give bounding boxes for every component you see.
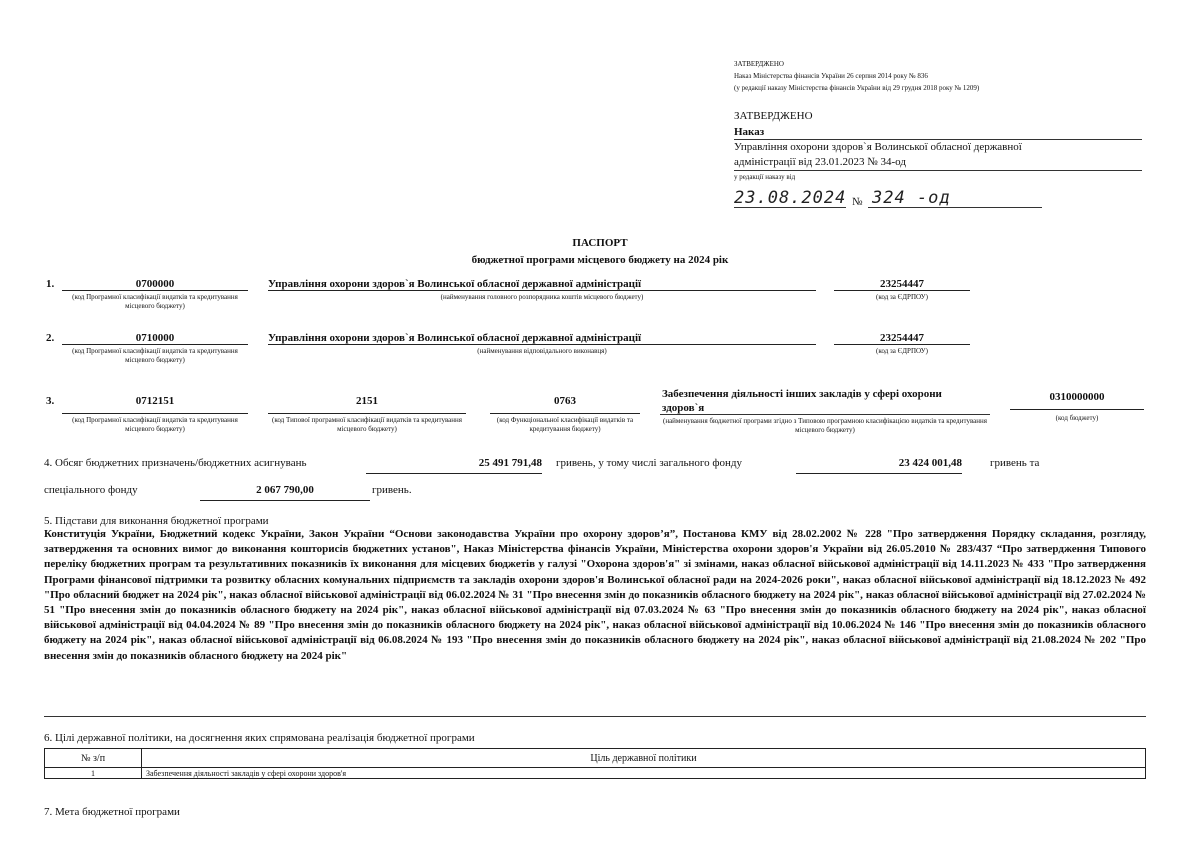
- section6-label: 6. Цілі державної політики, на досягнення яких спрямована реалізація бюджетної програми: [44, 732, 475, 744]
- row3-typical-caption: (код Типової програмної класифікації видатків та кредитування місцевого бюджету): [272, 416, 462, 433]
- row1-num: 1.: [46, 278, 55, 290]
- general-fund-amount: 23 424 001,48: [796, 457, 962, 474]
- table-header-row: [45, 749, 1146, 768]
- row3-code-caption: (код Програмної класифікації видатків та кредитування місцевого бюджету): [72, 416, 238, 433]
- approval-small-title: ЗАТВЕРДЖЕНО: [734, 60, 784, 68]
- row3-budget-code: 0310000000: [1010, 391, 1144, 410]
- row1-name: Управління охорони здоров`я Волинської обласної державної адміністрації: [268, 278, 816, 291]
- section5-label: 5. Підстави для виконання бюджетної програми: [44, 515, 269, 527]
- row1-edrpou: 23254447: [834, 278, 970, 291]
- approval-main-line1: Управління охорони здоров`я Волинської обласної державної: [734, 141, 1022, 153]
- row1-code: 0700000: [62, 278, 248, 291]
- page-subtitle: бюджетної програми місцевого бюджету на 2024 рік: [471, 254, 729, 266]
- row1-edrpou-caption: (код за ЄДРПОУ): [876, 293, 928, 301]
- row2-code: 0710000: [62, 332, 248, 345]
- total-amount: 25 491 791,48: [366, 457, 542, 474]
- row3-name-line1: Забезпечення діяльності інших закладів у сфері охорони: [662, 388, 942, 400]
- approval-small-line2: (у редакції наказу Міністерства фінансів України від 29 грудня 2018 року № 1209): [734, 84, 980, 92]
- col-goal-header: Ціль державної політики: [142, 749, 1146, 768]
- table-row: [45, 768, 1146, 779]
- row3-num: 3.: [46, 395, 55, 407]
- section4-text-end: гривень та: [990, 457, 1040, 469]
- row3-typical-code: 2151: [268, 395, 466, 414]
- approval-order-label: Наказ: [734, 126, 765, 138]
- basis-text: Конституція України, Бюджетний кодекс України, Закон України “Основи законодавства України про охорону здоров’я”, Постанова КМУ від 28.02.2002 № 228 "Про затвердження Порядку складання, розгляду, затвердження та основних вимог до виконання кошторисів бюджетних установ", Наказ Міністерства фінансів України, Міністерства охорони здоров'я України від 26.05.2010 № 283/437 “Про затвердження Типового переліку бюджетних програм та результативних показників їх виконання для місцевих бюджетів у галузі "Охорона здоров'я" зі змінами, наказ обласної військової адміністрації від 14.11.2023 № 433 "Про затвердження Програми фінансової підтримки та розвитку обласних комунальних підприємств та закладів охорони здоров'я Волинської обласної ради на 2024-2026 роки", наказ обласної військової адміністрації від 18.12.2023 № 492 "Про обласний бюджет на 2024 рік", наказ обласної військової адміністрації від 06.02.2024 № 31 "Про внесення змін до показників обласного бюджету на 2024 рік", наказ обласної військової адміністрації від 27.02.2024 № 51 "Про внесення змін до показників обласного бюджету на 2024 рік", наказ обласної військової адміністрації від 07.03.2024 № 63 "Про внесення змін до показників обласного бюджету на 2024 рік", наказ обласної військової адміністрації від 04.04.2024 № 89 "Про внесення змін до показників обласного бюджету на 2024 рік", наказ обласної військової адміністрації від 10.06.2024 № 146 "Про внесення змін до показників обласного бюджету на 2024 рік", наказ обласної військової адміністрації від 06.08.2024 № 193 "Про внесення змін до показників обласного бюджету на 2024 рік", наказ обласної військової адміністрації від 21.08.2024 № 202 "Про внесення змін до показників обласного бюджету на 2024 рік": [44, 528, 1146, 662]
- special-fund-amount: 2 067 790,00: [200, 484, 370, 501]
- policy-goals-table: [44, 748, 1146, 779]
- col-num-header: № з/п: [45, 749, 142, 768]
- row2-edrpou-caption: (код за ЄДРПОУ): [876, 347, 928, 355]
- row3-budget-caption: (код бюджету): [1055, 414, 1099, 422]
- row2-num: 2.: [46, 332, 55, 344]
- section4-text-mid: гривень, у тому числі загального фонду: [556, 457, 743, 469]
- row-goal-cell: Забезпечення діяльності закладів у сфері охорони здоров'я: [142, 768, 1146, 779]
- row3-name-line2: здоров`я: [662, 402, 705, 414]
- row2-code-caption: (код Програмної класифікації видатків та кредитування місцевого бюджету): [72, 347, 238, 364]
- handwritten-date: 23.08.2024: [734, 188, 847, 208]
- row3-name-caption: (найменування бюджетної програми згідно з Типовою програмною класифікацією видатків та кредитування місцевого бюджету): [663, 417, 987, 434]
- handwritten-number: 324 -од: [872, 188, 951, 208]
- edition-note: у редакції наказу від: [734, 173, 796, 181]
- row3-code: 0712151: [62, 395, 248, 414]
- section7-label: 7. Мета бюджетної програми: [44, 806, 180, 818]
- row3-func-code: 0763: [490, 395, 640, 414]
- row1-name-caption: (найменування головного розпорядника коштів місцевого бюджету): [440, 293, 644, 301]
- special-fund-label: спеціального фонду: [44, 484, 138, 496]
- number-sign: №: [852, 196, 863, 208]
- section4-label: 4. Обсяг бюджетних призначень/бюджетних асигнувань: [44, 457, 307, 469]
- row1-code-caption: (код Програмної класифікації видатків та кредитування місцевого бюджету): [72, 293, 238, 310]
- row3-func-caption: (код Функціональної класифікації видатків та кредитування бюджету): [496, 416, 634, 433]
- approval-main-line2: адміністрації від 23.01.2023 № 34-од: [734, 156, 906, 168]
- page-title: ПАСПОРТ: [572, 237, 628, 249]
- row2-edrpou: 23254447: [834, 332, 970, 345]
- row2-name: Управління охорони здоров`я Волинської обласної державної адміністрації: [268, 332, 816, 345]
- approval-small-line1: Наказ Міністерства фінансів України 26 серпня 2014 року № 836: [734, 72, 928, 80]
- row2-name-caption: (найменування відповідального виконавця): [477, 347, 607, 355]
- row-num-cell: 1: [45, 768, 142, 779]
- approval-main-title: ЗАТВЕРДЖЕНО: [734, 110, 813, 122]
- special-fund-end: гривень.: [372, 484, 412, 496]
